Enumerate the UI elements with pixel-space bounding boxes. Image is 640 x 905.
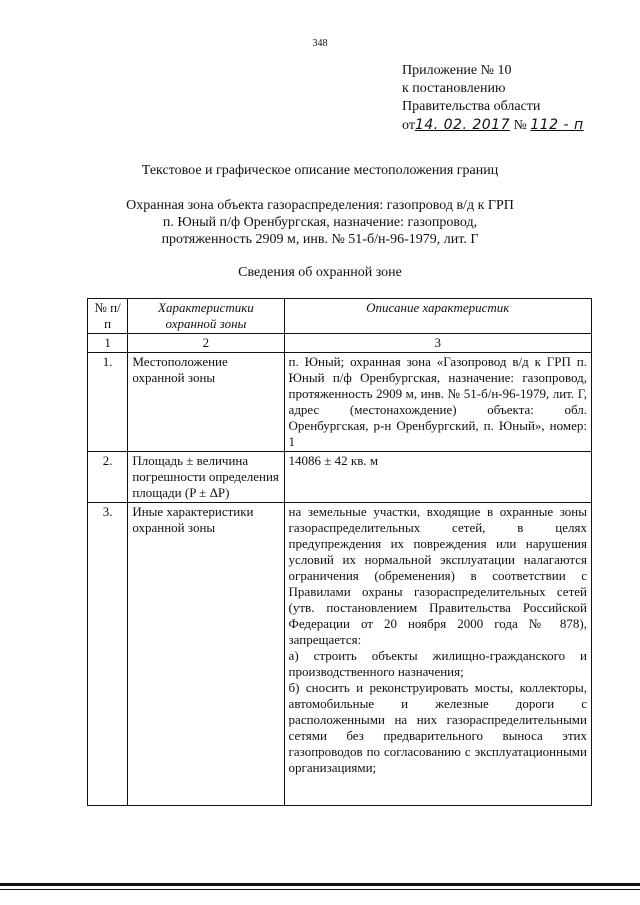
number-prefix: № [513, 118, 527, 133]
column-numbers-row [88, 334, 592, 353]
column-number-2: 2 [128, 334, 284, 353]
protection-zone-table [87, 298, 592, 806]
table-row [88, 503, 592, 806]
handwritten-number: 112 - п [530, 117, 584, 133]
row-number: 1. [88, 353, 128, 452]
header-characteristic: Характеристики охранной зоны [128, 299, 284, 334]
table-header-row [88, 299, 592, 334]
column-number-1: 1 [88, 334, 128, 353]
document-title: Текстовое и графическое описание местоположения границ [141, 163, 499, 178]
object-description [0, 197, 640, 248]
bottom-rule-thick [0, 883, 640, 886]
bottom-rule-thin [0, 889, 640, 890]
date-prefix: от [402, 118, 415, 133]
table-row [88, 353, 592, 452]
restrictions-intro: на земельные участки, входящие в охранные зоны газораспределительных сетей, в целях предупреждения их повреждения или нарушения условий их нормальной эксплуатации налагаются ограничения (обременения) в соответствии с Правилами охраны газораспределительных сетей (утв. постановлением Правительства Российской Федерации от 20 ноября 2000 года № 878), запрещается: [288, 504, 587, 647]
table-row [88, 452, 592, 503]
column-number-3: 3 [284, 334, 591, 353]
object-description-line-3: протяженность 2909 м, инв. № 51-б/н-96-1979, лит. Г [161, 232, 479, 247]
header-description: Описание характеристик [284, 299, 591, 334]
restriction-item-b: б) сносить и реконструировать мосты, коллекторы, автомобильные и железные дороги с расположенными на них газораспределительными сетями без предварительного выноса этих газопроводов по согласованию с эксплуатационными организациями; [288, 680, 587, 775]
section-title: Сведения об охранной зоне [238, 265, 402, 280]
row-number: 3. [88, 503, 128, 806]
object-description-line-1: Охранная зона объекта газораспределения: газопровод в/д к ГРП [126, 198, 514, 213]
handwritten-date: 14. 02. 2017 [414, 117, 510, 133]
row-characteristic: Площадь ± величина погрешности определения площади (P ± ΔP) [128, 452, 284, 503]
appendix-line-3: Правительства области [402, 99, 541, 114]
header-number: № п/п [88, 299, 128, 334]
row-description: п. Юный; охранная зона «Газопровод в/д к ГРП п. Юный п/ф Оренбургская, назначение: газопровод, протяженность 2909 м, инв. № 51-б/н-96-1979, лит. Г, адрес (местонахождение) объекта: обл. Оренбургская, р-н Оренбургский, п. Юный», номер: 1 [284, 353, 591, 452]
row-characteristic: Местоположение охранной зоны [128, 353, 284, 452]
row-description: 14086 ± 42 кв. м [284, 452, 591, 503]
appendix-block [402, 62, 584, 135]
row-number: 2. [88, 452, 128, 503]
object-description-line-2: п. Юный п/ф Оренбургская, назначение: газопровод, [162, 215, 478, 230]
appendix-line-2: к постановлению [402, 81, 506, 96]
appendix-line-1: Приложение № 10 [402, 63, 512, 78]
row-description [284, 503, 591, 806]
restriction-item-a: а) строить объекты жилищно-гражданского и производственного назначения; [288, 648, 587, 679]
appendix-date-line [402, 116, 584, 135]
page-number: 348 [312, 38, 328, 49]
row-characteristic: Иные характеристики охранной зоны [128, 503, 284, 806]
